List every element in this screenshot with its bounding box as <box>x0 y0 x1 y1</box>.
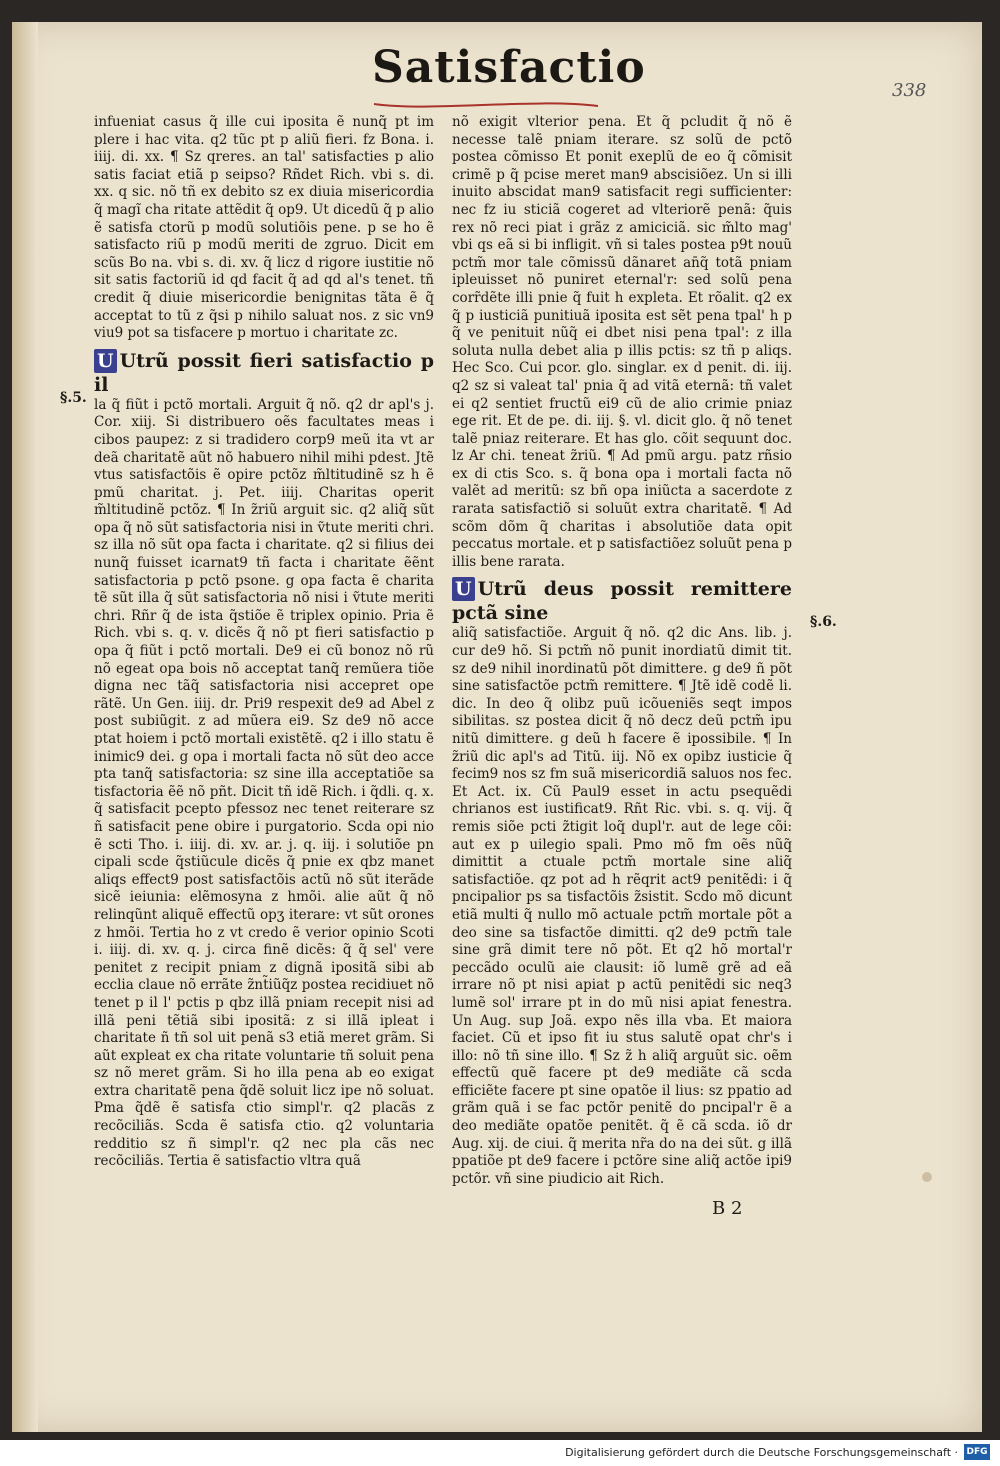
signature-mark: B 2 <box>712 1198 743 1219</box>
section-heading-utrum-deus-possit: U Utrũ deus possit remittere pctã sine <box>452 578 792 625</box>
left-column <box>94 114 434 1171</box>
decorated-initial-icon: U <box>94 349 117 373</box>
paper-stain <box>922 1172 932 1182</box>
decorated-initial-icon: U <box>452 577 475 601</box>
dfg-logo-icon: DFG <box>964 1444 990 1460</box>
right-column-continuation-text: nõ exigit vlterior pena. Et q̃ pcludit q̃ nõ ẽ necesse talẽ pniam iterare. sz solũ de pctõ postea cõmisso Et ponit exeplũ de eo q̃ cõmisit crimẽ p q̃ pcise meret man9 abscisiõez. Un si illi inuito abscidat man9 satisfacit regi sufficienter: nec fz iu sticiã cogeret ad vlteriorẽ penã: q̃uis rex nõ reci piat i grãz z amiciciã. sic m̃lto mag' vbi qs eã si bi infligit. vñ si tales postea p9t nouũ pctm̃ mor tale cõmissũ dãnaret an̄q̃ totã pniam ipleuisset nõ puniret eternal'r: sed solũ pena corr̃dẽte illi pnie q̃ fuit h expleta. Et rõalit. q2 ex q̃ p iusticiã punitiuã iposita est sẽt pena tpal' h p q̃ ve penituit nũq̃ ei dbet nisi pena tpal': z illa soluta nulla debet alia p illis pctis: sz tñ p aliqs. Hec Sco. Cui pcor. glo. singlar. ex d penit. di. iij. q2 sz si valeat tal' pnia q̃ ad vitã eternã: tñ valet ei q2 sentiet fructũ ei9 cũ de alio crimie pniaz ege rit. Et de pe. di. iij. §. vl. dicit glo. q̃ nõ tenet talẽ pniaz reiterare. Et has glo. cõit sequunt doc. lz Ar chi. teneat z̃riũ. ¶ Ad pmũ argu. patz rñsio ex di ctis Sco. s. q̃ bona opa i mortali facta nõ valẽt ad meritũ: sz bñ opa iniũcta a sacerdote z rarata satisfactiõ si soluũt extra charitatẽ. ¶ Ad scõm dõm q̃ charitas i absolutiõe data opit peccatus mortale. et p satisfactiõez soluũt pena p illis bene rarata. <box>452 114 792 570</box>
left-column-section-text: la q̃ fiũt i pctõ mortali. Arguit q̃ nõ. q2 dr apl's j. Cor. xiij. Si distribuero oẽs facultates meas i cibos paupez: z si tradidero corp9 meũ ita vt ar deã charitatẽ aũt nõ habuero nihil mihi pdest. Jtẽ vtus satisfactõis ẽ opire pctõz m̃ltitudinẽ sz h ẽ pmũ charitat. j. Pet. iiij. Charitas operit m̃ltitudinẽ pctõz. ¶ In z̃riũ arguit sic. q2 aliq̃ sũt opa q̃ nõ sũt satisfactoria nisi in ṽtute meriti chri. sz illa nõ sũt opa facta i charitate. q2 si filius dei nunq̃ fuisset icarnat9 tñ facta i charitate ẽẽnt satisfactoria p pctõ psone. g opa facta ẽ charita tẽ sũt illa q̃ sũt satisfactoria nõ nisi i ṽtute meriti chri. Rñr q̃ de ista q̃stiõe ẽ triplex opinio. Pria ẽ Rich. vbi s. q. v. dicẽs q̃ nõ pt fieri satisfactio p opa q̃ fiũt i pctõ mortali. De9 ei cũ bonoz nõ rũ nõ egeat opa bois nõ acceptat tanq̃ remũera tiõe digna nec tãq̃ satisfactoria nisi accepret ope rãtẽ. Un Gen. iiij. dr. Pri9 respexit de9 ad Abel z post subiũgit. z ad mũera ei9. Sz de9 nõ acce ptat hoiem i pctõ mortali existẽtẽ. q2 i illo statu ẽ inimic9 dei. g opa i mortali facta nõ sũt deo acce pta tanq̃ satisfactoria: sz sine illa acceptatiõe sa tisfactoria ẽẽ nõ pñt. Dicit tñ idẽ Rich. i q̃dli. q. x. q̃ satisfacit pcepto pfessoz nec tenet reiterare sz ñ satisfacit pene obire i purgatorio. Scda opi nio ẽ scti Tho. i. iiij. di. xv. ar. j. q. iij. i solutiõe pn cipali scde q̃stiũcule dicẽs q̃ pnie ex qbz manet aliqs effect9 post satisfactõis actũ nõ sũt iterãde sicẽ ieiunia: elẽmosyna z hmõi. alie aũt q̃ nõ relinqũnt aliquẽ effectũ opʒ iterare: vt sũt orones z hmõi. Tertia ho z vt credo ẽ verior opinio Scoti i. iiij. di. xv. q. j. circa finẽ dicẽs: q̃ q̃ sel' vere penitet z recipit pniam z dignã ipositã sibi ab ecclia claue nõ errãte z̃nt̃iũq̃z postea recidiuet nõ tenet p il l' pctis p qbz illã pniam recepit nisi ad illã peni tẽtiã sibi ipositã: z si illã ipleat i charitate ñ tñ sol uit penã s3 etiã meret grãm. Si aũt expleat ex cha ritate voluntarie tñ soluit pena sz nõ meret grãm. Si ho illa pena ab eo exigat extra charitatẽ pena q̃dẽ soluit licz ipe nõ soluat. Pma q̃dẽ ẽ satisfa ctio simpl'r. q2 placãs z recõciliãs. Scda ẽ satisfa ctio. q2 voluntaria redditio sz ñ simpl'r. q2 nec pla cãs nec recõciliãs. Tertia ẽ satisfactio vltra quã <box>94 396 434 1170</box>
left-column-opening-paragraph: infueniat casus q̃ ille cui iposita ẽ nunq̃ pt im plere i hac vita. q2 tũc pt p aliũ fieri. fz Bona. i. iiij. di. xx. ¶ Sz qreres. an tal' satisfacties p alio satis faciat etiã p seipso? Rñdet Rich. vbi s. di. xx. q sic. nõ tñ ex debito sz ex diuia misericordia q̃ magĩ cha ritate attẽdit q̃ op9. Ut dicedũ q̃ p alio ẽ satisfa ctorũ p modũ solutiõis pene. p se ho ẽ satisfacto riũ p modũ meriti de zgruo. Dicit em scũs Bo na. vbi s. di. xv. q̃ licz d rigore iustitie nõ sit satis factoriũ id qd facit q̃ ad qd al's tenet. tñ credit q̃ diuie misericordie benignitas tãta ẽ q̃ acceptat to tũ z q̃si p nihilo saluat nos. z sic vn9 viu9 pot sa tisfacere p mortuo i charitate zc. <box>94 114 434 342</box>
right-column <box>452 114 792 1188</box>
funding-credit: Digitalisierung gefördert durch die Deutsche Forschungsgemeinschaft · <box>565 1446 958 1459</box>
right-column-section-text: aliq̃ satisfactiõe. Arguit q̃ nõ. q2 dic Ans. lib. j. cur de9 hõ. Si pctm̃ nõ punit inordiatũ dimit tit. sz de9 nihil inordinatũ põt dimittere. g de9 ñ põt sine satisfactõe pctm̃ remittere. ¶ Jtẽ idẽ codẽ li. dic. In deo q̃ olibz puũ icõueniẽs seqt impos sibilitas. sz postea dicit q̃ nõ decz deũ pctm̃ ipu nitũ dimittere. g deũ h facere ẽ ipossibile. ¶ In z̃riũ dic apl's ad Titũ. iij. Nõ ex opibz iusticie q̃ fecim9 nos sz fm suã misericordiã saluos nos fec. Et Act. ix. Cũ Paul9 esset in actu psequẽdi chrianos est iustificat9. Rñt Ric. vbi. s. q. vij. q̃ remis siõe pcti z̃tigit loq̃ dupl'r. aut de lege cõi: aut ex p uilegio spali. Pmo mõ fm oẽs nũq̃ dimittit a ctuale pctm̃ mortale sine aliq̃ satisfactiõe. qz pot ad h rẽqrit act9 penitẽdi: i q̃ pncipalior ps sa tisfactõis z̃sistit. Scdo mõ dicunt etiã multi q̃ nullo mõ actuale pctm̃ mortale põt a deo sine sa tisfactõe dimitti. q2 de9 pctm̃ tale sine grã dimit tere nõ põt. Et q2 hõ mortal'r peccãdo oculũ aie clausit: iõ lumẽ grẽ ad eã irrare nõ pt nisi apiat p actũ penitẽdi sic neq3 lumẽ sol' irrare pt in do mũ nisi apiat fenestra. Un Aug. sup Joã. expo nẽs illa vba. Et maiora faciet. Cũ et ipso fit iu stus salutẽ opat chr's i illo: nõ tñ sine illo. ¶ Sz z̃ h aliq̃ arguũt sic. oẽm effectũ quẽ facere pt de9 mediãte cã scda efficiẽte facere pt sine opatõe il lius: sz ppatio ad grãm quã i se fac pctõr penitẽ do pncipal'r ẽ a deo mediãte opatõe penitẽt. q̃ ẽ cã scda. iõ dr Aug. xij. de ciui. q̃ merita nr̃a do na dei sũt. g illã ppatiõe pt de9 facere i pctõre sine aliq̃ actõe ipi9 pctõr. vñ sine piudicio ait Rich. <box>452 625 792 1187</box>
margin-mark-section-6: §.6. <box>810 614 837 630</box>
title-flourish-icon <box>372 98 602 112</box>
manuscript-page <box>12 22 982 1432</box>
page-title: Satisfactio <box>372 42 646 93</box>
footer-bar <box>0 1440 1000 1466</box>
section-heading-utrum-possit-fieri: U Utrũ possit fieri satisfactio p il <box>94 349 434 396</box>
folio-number: 338 <box>892 80 927 101</box>
page-gutter-shadow <box>12 22 38 1432</box>
margin-mark-section-5: §.5. <box>60 390 87 406</box>
